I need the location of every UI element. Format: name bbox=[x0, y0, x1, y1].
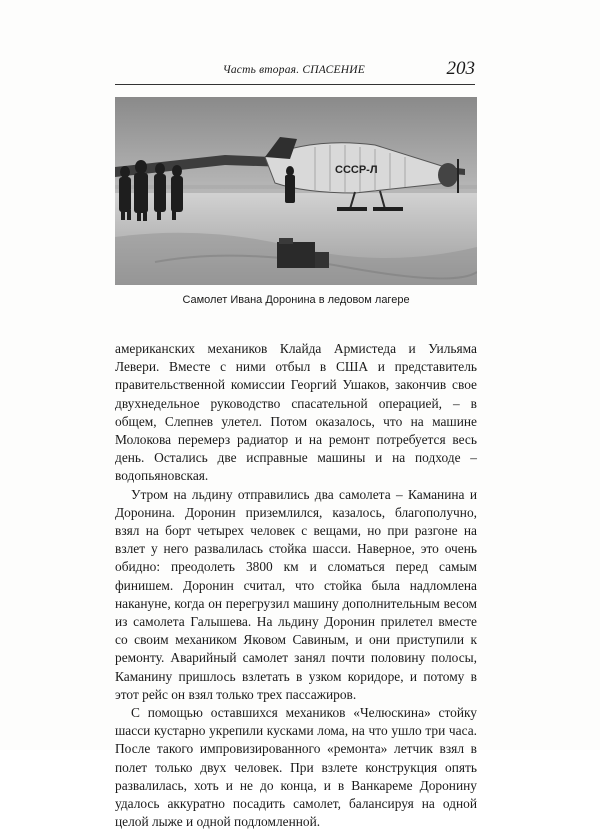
photograph-airplane-on-ice bbox=[115, 97, 477, 285]
paragraph: американских механиков Клайда Армистеда и Уильяма Левери. Вместе с ними отбыл в США и представитель правительственной комиссии Георгий Ушаков, закончив свое двухнедельное руководство спасательной операцией, – в общем, Слепнев улетел. Потом оказалось, что на машине Молокова перемерз радиатор и на ремонт потребуется весь день. Остались две исправные машины и на подходе – водопьяновская. bbox=[115, 341, 477, 484]
figure-caption: Самолет Ивана Доронина в ледовом лагере bbox=[182, 294, 410, 306]
running-header bbox=[115, 58, 475, 85]
aircraft-registration: СССР-Л bbox=[335, 164, 378, 176]
page-number: 203 bbox=[446, 58, 475, 79]
body-text bbox=[115, 340, 477, 831]
paragraph: С помощью оставшихся механиков «Челюскина» стойку шасси кустарно укрепили кусками лома, на что ушло три часа. После такого импровизированного «ремонта» летчик взял в полет только двух человек. При взлете конструкция опять развалилась, хоть и не до конца, и в Ванкареме Доронину удалось аккуратно посадить самолет, балансируя на одной целой лыже и одной подломленной. bbox=[115, 705, 477, 830]
paragraph: Утром на льдину отправились два самолета – Каманина и Доронина. Доронин приземлился, казалось, благополучно, взял на борт четырех человек с вещами, но при разгоне на взлет у него развалилась стойка шасси. Наверное, это очень обидно: преодолеть 3800 км и сломаться перед самым финишем. Доронин считал, что стойка была надломлена накануне, когда он перегрузил машину дополнительным весом из самолета Галышева. На льдину Доронин прилетел вместе со своим механиком Яковом Савиным, и они приступили к ремонту. Аварийный самолет занял почти половину полосы, Каманину пришлось взлетать в узком коридоре, и потому в этот рейс он взял только трех пассажиров. bbox=[115, 486, 477, 702]
running-title: Часть вторая. СПАСЕНИЕ bbox=[222, 64, 365, 76]
